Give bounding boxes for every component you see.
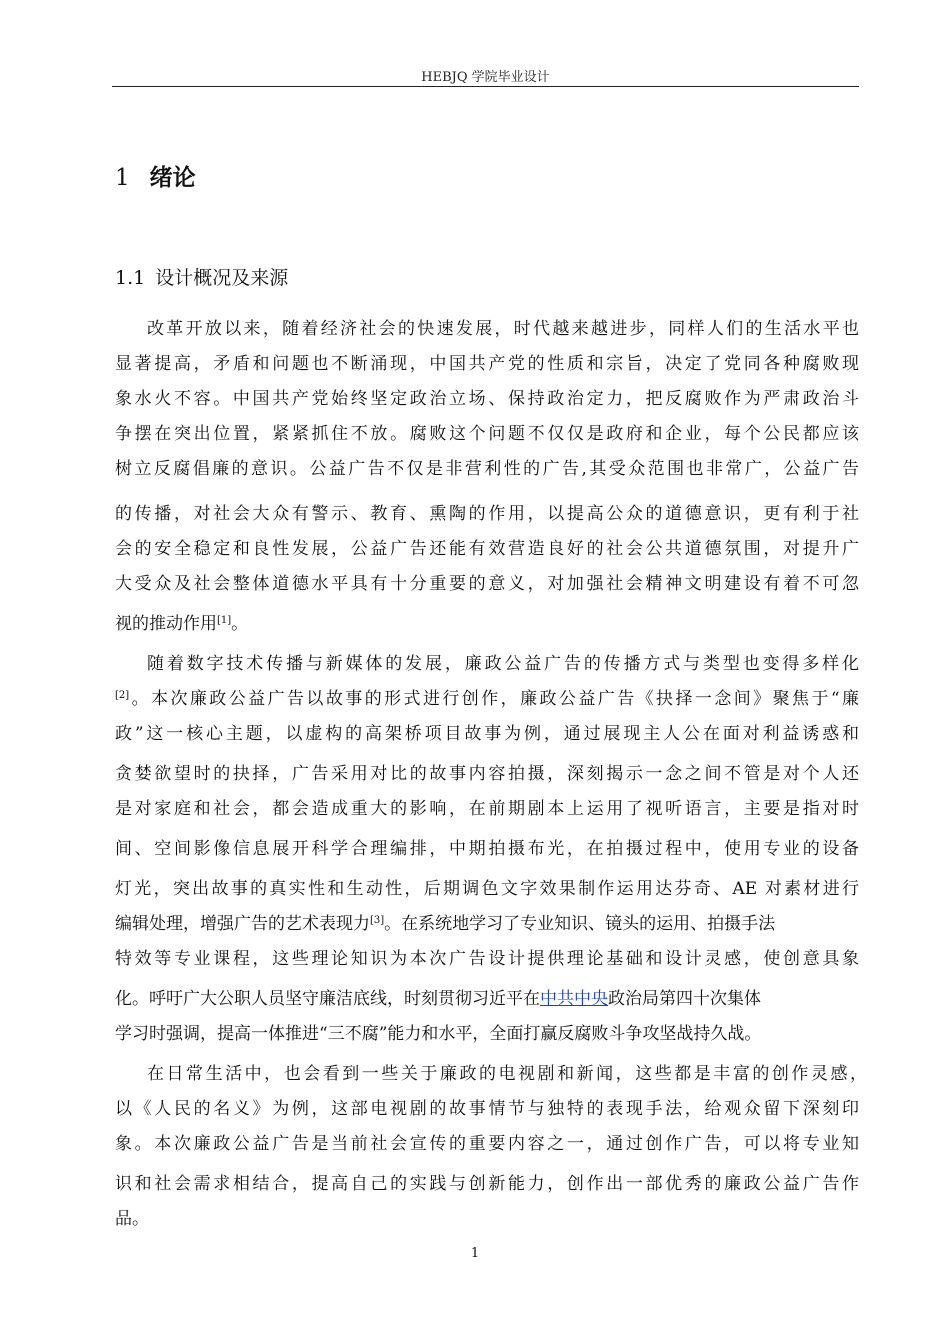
paragraph-line: 显著提高，矛盾和问题也不断涌现，中国共产党的性质和宗旨，决定了党同各种腐败现 — [115, 354, 859, 374]
paragraph-line: 象水火不容。中国共产党始终坚定政治立场、保持政治定力，把反腐败作为严肃政治斗 — [115, 389, 859, 409]
paragraph-line: 贪婪欲望时的抉择，广告采用对比的故事内容拍摄，深刻揭示一念之间不管是对个人还 — [115, 764, 859, 784]
page-header: HEBJQ 学院毕业设计 — [421, 70, 550, 85]
paragraph-line: 的传播，对社会大众有警示、教育、熏陶的作用，以提高公众的道德意识，更有利于社 — [115, 504, 859, 524]
paragraph-line: 政”这一核心主题，以虚构的高架桥项目故事为例，通过展现主人公在面对利益诱惑和 — [115, 724, 859, 744]
chapter-number: 1 — [115, 165, 130, 191]
paragraph-line: 学习时强调，提高一体推进“三不腐”能力和水平，全面打赢反腐败斗争攻坚战持久战。 — [115, 1024, 762, 1044]
paragraph-line: 树立反腐倡廉的意识。公益广告不仅是非营利性的广告,其受众范围也非常广，公益广告 — [115, 459, 859, 479]
paragraph-text: 。在系统地学习了专业知识、镜头的运用、拍摄手法 — [384, 914, 776, 934]
chapter-heading — [115, 159, 196, 192]
paragraph-line: 随着数字技术传播与新媒体的发展，廉政公益广告的传播方式与类型也变得多样化 — [147, 654, 859, 674]
section-number: 1.1 — [115, 267, 146, 289]
section-heading — [115, 263, 288, 290]
paragraph-line: 象。本次廉政公益广告是当前社会宣传的重要内容之一，通过创作广告，可以将专业知 — [115, 1134, 859, 1154]
paragraph-line: 品。 — [115, 1209, 149, 1229]
paragraph-line: 争摆在突出位置，紧紧抓住不放。腐败这个问题不仅仅是政府和企业，每个公民都应该 — [115, 424, 859, 444]
paragraph-line: 识和社会需求相结合，提高自己的实践与创新能力，创作出一部优秀的廉政公益广告作 — [115, 1174, 859, 1194]
chapter-title: 绪论 — [149, 165, 196, 191]
citation-ref[interactable]: [1] — [217, 615, 232, 626]
paragraph-text: 视的推动作用 — [115, 614, 217, 634]
paragraph-text: 编辑处理，增强广告的艺术表现力 — [115, 914, 370, 934]
paragraph-text: 政治局第四十次集体 — [608, 989, 761, 1009]
hyperlink-zhonggong-zhongyang[interactable]: 中共中央 — [540, 989, 608, 1009]
paragraph-line — [115, 913, 859, 935]
paragraph-line: 是对家庭和社会，都会造成重大的影响，在前期剧本上运用了视听语言，主要是指对时 — [115, 799, 859, 819]
paragraph-line — [115, 688, 859, 710]
section-title: 设计概况及来源 — [155, 267, 289, 289]
paragraph-text: 。本次廉政公益广告以故事的形式进行创作，廉政公益广告《抉择一念间》聚焦于“廉 — [129, 689, 859, 709]
paragraph-text: 。 — [231, 614, 249, 634]
paragraph-line: 灯光，突出故事的真实性和生动性，后期调色文字效果制作运用达芬奇、AE 对素材进行 — [115, 879, 859, 899]
citation-ref[interactable]: [3] — [370, 915, 385, 926]
paragraph-line: 改革开放以来，随着经济社会的快速发展，时代越来越进步，同样人们的生活水平也 — [147, 319, 859, 339]
page-number: 1 — [470, 1246, 480, 1261]
citation-ref[interactable]: [2] — [115, 690, 130, 701]
paragraph-line: 特效等专业课程，这些理论知识为本次广告设计提供理论基础和设计灵感，使创意具象 — [115, 949, 859, 969]
paragraph-line — [115, 613, 859, 635]
paragraph-line: 会的安全稳定和良性发展，公益广告还能有效营造良好的社会公共道德氛围，对提升广 — [115, 539, 859, 559]
paragraph-line: 大受众及社会整体道德水平具有十分重要的意义，对加强社会精神文明建设有着不可忽 — [115, 574, 859, 594]
paragraph-line: 在日常生活中，也会看到一些关于廉政的电视剧和新闻，这些都是丰富的创作灵感， — [147, 1064, 867, 1084]
paragraph-text: 化。呼吁广大公职人员坚守廉洁底线，时刻贯彻习近平在 — [115, 989, 540, 1009]
header-rule — [112, 86, 859, 87]
paragraph-line: 间、空间影像信息展开科学合理编排，中期拍摄布光，在拍摄过程中，使用专业的设备 — [115, 839, 859, 859]
paragraph-line: 以《人民的名义》为例，这部电视剧的故事情节与独特的表现手法，给观众留下深刻印 — [115, 1099, 859, 1119]
paragraph-line — [115, 988, 859, 1010]
